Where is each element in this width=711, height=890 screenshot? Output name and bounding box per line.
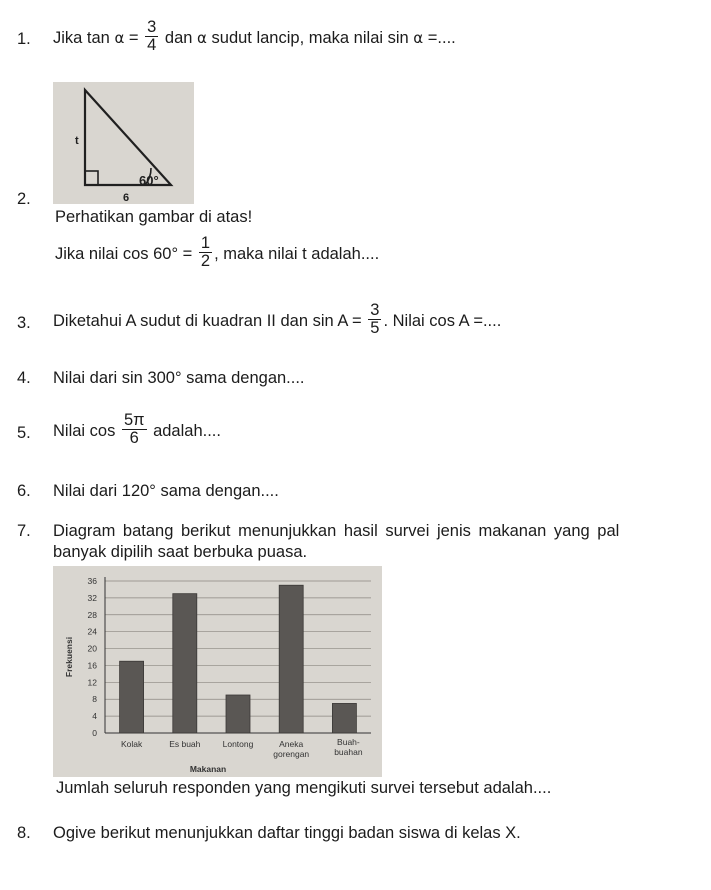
bar-chart <box>53 566 382 777</box>
q2-line2 <box>55 233 380 272</box>
bar-es-buah <box>173 594 197 733</box>
q3-pre: Diketahui A sudut di kuadran II dan sin A = <box>53 312 367 330</box>
q1-frac-den: 4 <box>147 36 157 55</box>
y-tick-label: 28 <box>87 609 97 620</box>
q1-mid: dan <box>160 29 198 47</box>
x-axis-label: Makanan <box>189 764 227 774</box>
q2-frac-num: 1 <box>200 233 211 252</box>
y-tick-label: 36 <box>87 576 97 586</box>
q5-text <box>53 412 221 450</box>
q1-frac-num: 3 <box>147 17 157 36</box>
q1-text <box>53 17 456 56</box>
q5-frac-den: 6 <box>129 429 139 448</box>
q3-number: 3. <box>17 314 31 332</box>
y-tick-label: 8 <box>92 694 97 705</box>
triangle-angle-label: 60° <box>139 173 159 188</box>
q3-text <box>53 302 501 340</box>
q7-line2: banyak dipilih saat berbuka puasa. <box>53 543 308 561</box>
q5-pre: Nilai cos <box>53 422 120 440</box>
q3-fraction <box>368 302 381 338</box>
q4-text <box>53 369 305 388</box>
right-angle-mark <box>85 171 98 185</box>
y-tick-label: 24 <box>87 626 97 637</box>
q3-post: . Nilai cos A =.... <box>383 312 502 330</box>
q3-frac-num: 3 <box>370 300 380 319</box>
q5-fraction <box>122 412 147 448</box>
x-tick-label: Aneka <box>279 739 304 749</box>
q2-eq: = <box>178 245 197 263</box>
q7-line1: Diagram batang berikut menunjukkan hasil survei jenis makanan yang pal <box>53 522 620 540</box>
q1-alpha-2: α <box>197 29 207 47</box>
q6-degree: 120° <box>121 482 156 500</box>
bar-kolak <box>120 661 144 733</box>
bar-lontong <box>226 695 250 733</box>
x-tick-label: Es buah <box>169 739 201 749</box>
x-tick-label: Lontong <box>222 739 254 749</box>
q2-pre: Jika nilai cos <box>55 245 154 263</box>
y-tick-label: 16 <box>87 660 97 671</box>
q4-post: sama dengan.... <box>181 369 305 387</box>
q2-line1: Perhatikan gambar di atas! <box>55 208 253 226</box>
y-tick-label: 32 <box>87 592 97 603</box>
x-tick-label: buahan <box>334 747 363 757</box>
q5-post: adalah.... <box>148 422 221 440</box>
bar-aneka-gorengan <box>279 585 303 733</box>
q6-post: sama dengan.... <box>155 482 279 500</box>
q2-degree: 60° <box>153 245 179 263</box>
y-tick-label: 4 <box>92 711 97 722</box>
q6-text <box>53 482 279 501</box>
x-tick-label: gorengan <box>273 749 310 759</box>
q5-frac-num: 5π <box>123 410 145 429</box>
q2-number: 2. <box>17 190 31 208</box>
q7-after: Jumlah seluruh responden yang mengikuti survei tersebut adalah.... <box>56 779 552 797</box>
y-tick-label: 20 <box>87 643 97 654</box>
q1-number: 1. <box>17 30 31 48</box>
q6-number: 6. <box>17 482 31 500</box>
q1-fraction <box>145 19 158 55</box>
q2-post: , maka nilai t adalah.... <box>214 245 380 263</box>
x-tick-label: Buah- <box>337 737 360 747</box>
q1-pre: Jika tan <box>53 29 115 47</box>
y-tick-label: 12 <box>87 677 97 688</box>
q7-number: 7. <box>17 522 31 540</box>
bar-chart-figure <box>53 566 382 777</box>
q1-end: =.... <box>423 29 456 47</box>
y-tick-label: 0 <box>92 728 97 738</box>
q1-alpha: α <box>114 29 125 47</box>
triangle-svg <box>53 82 194 204</box>
y-axis-label: Frekuensi <box>64 636 74 678</box>
q6-pre: Nilai dari <box>53 482 122 500</box>
q1-post: sudut lancip, maka nilai sin <box>206 29 414 47</box>
q4-degree: 300° <box>147 369 182 387</box>
q2-frac-den: 2 <box>200 252 211 271</box>
q8-text: Ogive berikut menunjukkan daftar tinggi badan siswa di kelas X. <box>53 824 521 842</box>
q1-eq: = <box>124 29 144 47</box>
triangle-side-t: t <box>75 135 79 147</box>
q5-number: 5. <box>17 424 31 442</box>
bar-buah-buahan <box>332 703 356 733</box>
triangle-base-6: 6 <box>123 192 130 204</box>
q4-number: 4. <box>17 369 31 387</box>
x-tick-label: Kolak <box>120 739 143 749</box>
q3-frac-den: 5 <box>370 319 380 338</box>
q2-fraction <box>199 235 212 271</box>
q8-number: 8. <box>17 824 31 842</box>
triangle-figure <box>53 82 194 204</box>
q4-pre: Nilai dari sin <box>53 369 148 387</box>
q1-alpha-3: α <box>413 29 424 47</box>
